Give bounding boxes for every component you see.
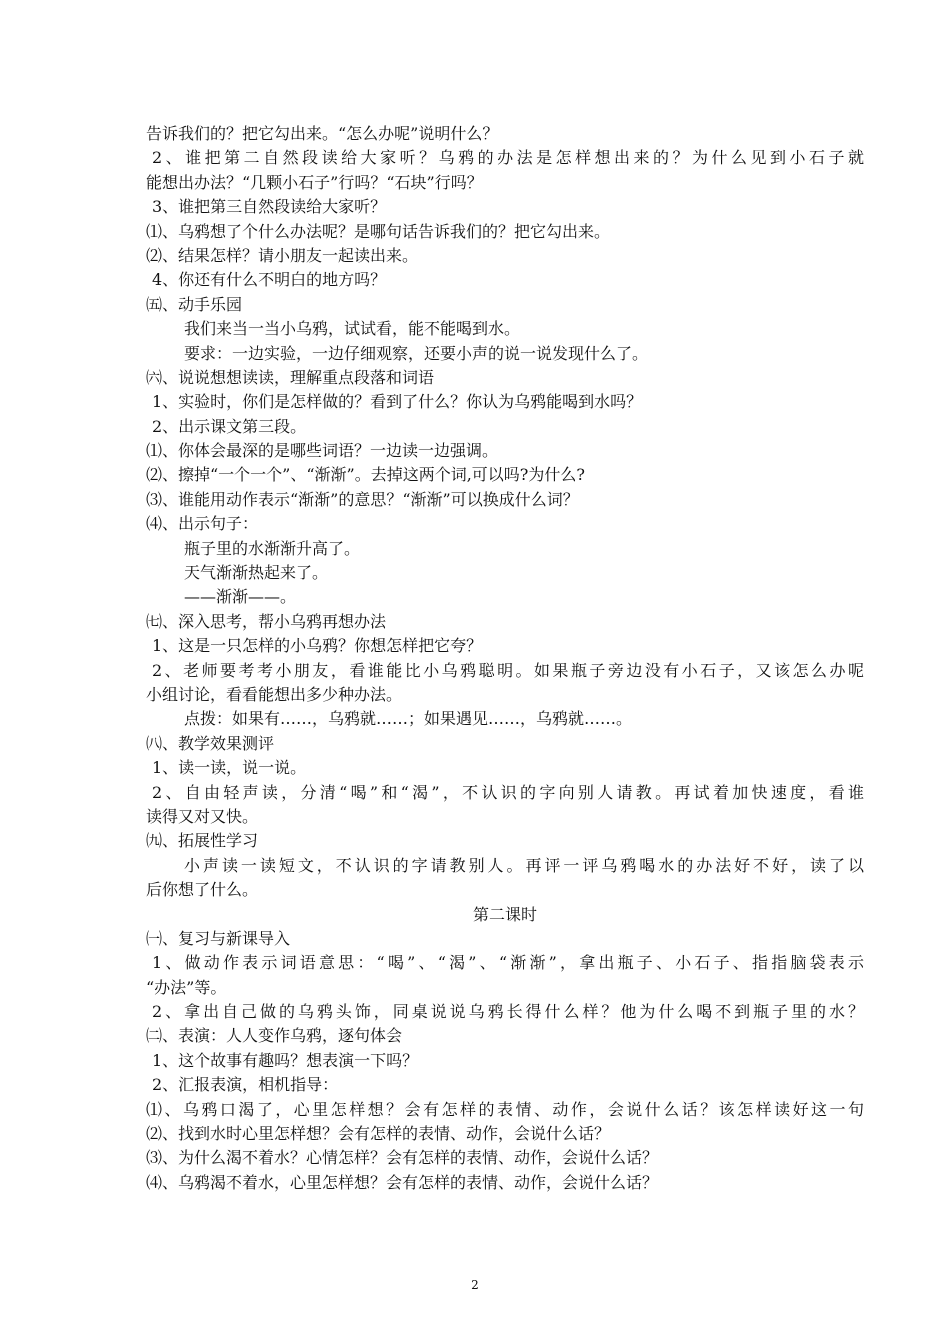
text-line: 1、实验时，你们是怎样做的？看到了什么？你认为乌鸦能喝到水吗？ [152,392,643,412]
text-line: 2、汇报表演，相机指导： [152,1075,339,1095]
text-line: ⑵、擦掉“一个一个”、“渐渐”。去掉这两个词,可以吗?为什么? [146,465,585,485]
text-line: ⑶、为什么渴不着水？心情怎样？会有怎样的表情、动作，会说什么话？ [146,1148,659,1168]
text-line: 1、这个故事有趣吗？想表演一下吗？ [152,1050,419,1070]
text-line: ——渐渐——。 [184,587,297,607]
text-line: 2、谁把第二自然段读给大家听？乌鸦的办法是怎样想出来的？为什么见到小石子就 [152,148,864,168]
text-line: ⑷、乌鸦渴不着水，心里怎样想？会有怎样的表情、动作，会说什么话？ [146,1172,659,1192]
text-line: ㈦、深入思考，帮小乌鸦再想办法 [146,611,387,631]
text-line: 4、你还有什么不明白的地方吗？ [152,270,387,290]
text-line: 3、谁把第三自然段读给大家听？ [152,197,387,217]
text-line: 2、拿出自己做的乌鸦头饰，同桌说说乌鸦长得什么样？他为什么喝不到瓶子里的水？ [152,1002,864,1022]
text-line: 1、读一读，说一说。 [152,758,307,778]
text-line: “办法”等。 [146,977,227,997]
text-line: ⑵、找到水时心里怎样想？会有怎样的表情、动作，会说什么话？ [146,1124,611,1144]
text-line: ㈥、说说想想读读，理解重点段落和词语 [146,367,435,387]
text-line: ⑶、谁能用动作表示“渐渐”的意思？“渐渐”可以换成什么词？ [146,489,579,509]
text-line: 要求：一边实验，一边仔细观察，还要小声的说一说发现什么了。 [184,343,649,363]
text-line: 点拨：如果有……，乌鸦就……；如果遇见……，乌鸦就……。 [184,709,633,729]
text-line: ㈠、复习与新课导入 [146,928,291,948]
text-line: 2、出示课文第三段。 [152,416,307,436]
text-line: ㈡、表演：人人变作乌鸦，逐句体会 [146,1026,403,1046]
text-line: ⑴、乌鸦口渴了，心里怎样想？会有怎样的表情、动作，会说什么话？该怎样读好这一句 [146,1099,864,1119]
page-number: 2 [471,1278,479,1292]
text-line: ㈤、动手乐园 [146,294,243,314]
text-line: ⑷、出示句子： [146,514,259,534]
text-line: 1、做动作表示词语意思：“喝”、“渴”、“渐渐”，拿出瓶子、小石子、指指脑袋表示 [152,953,864,973]
text-line: 2、自由轻声读，分清“喝”和“渴”，不认识的字向别人请教。再试着加快速度，看谁 [152,782,864,802]
text-line: 读得又对又快。 [146,806,259,826]
text-line: ㈧、教学效果测评 [146,733,275,753]
text-line: 我们来当一当小乌鸦，试试看，能不能喝到水。 [184,319,521,339]
text-line: ㈨、拓展性学习 [146,831,259,851]
text-line: 小声读一读短文，不认识的字请教别人。再评一评乌鸦喝水的办法好不好，读了以 [184,855,864,875]
document-body [146,122,864,1195]
text-line: ⑵、结果怎样？请小朋友一起读出来。 [146,245,419,265]
text-line: 第二课时 [472,904,537,924]
text-line: 告诉我们的？把它勾出来。“怎么办呢”说明什么？ [146,124,499,143]
text-line: 瓶子里的水渐渐升高了。 [184,538,361,558]
text-line: ⑴、乌鸦想了个什么办法呢？是哪句话告诉我们的？把它勾出来。 [146,221,611,241]
text-line: 1、这是一只怎样的小乌鸦？你想怎样把它夸？ [152,636,483,656]
text-line: 后你想了什么。 [146,880,259,900]
text-line: ⑴、你体会最深的是哪些词语？一边读一边强调。 [146,441,499,461]
text-line: 2、老师要考考小朋友，看谁能比小乌鸦聪明。如果瓶子旁边没有小石子，又该怎么办呢 [152,660,864,680]
text-line: 小组讨论，看看能想出多少种办法。 [146,684,403,704]
text-line: 天气渐渐热起来了。 [184,563,329,583]
text-line: 能想出办法？“几颗小石子”行吗？“石块”行吗？ [146,172,483,192]
